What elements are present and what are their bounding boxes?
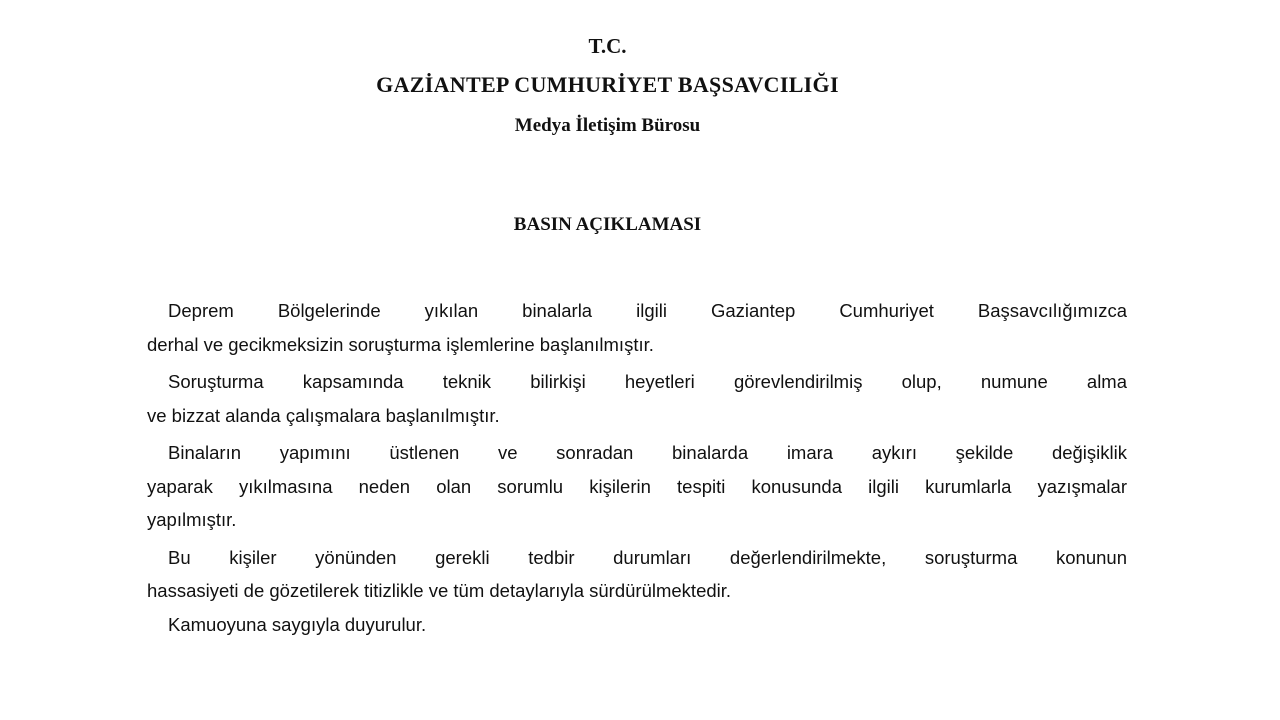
- paragraph-line: yapılmıştır.: [147, 509, 237, 530]
- paragraph-line: derhal ve gecikmeksizin soruşturma işlemlerine başlanılmıştır.: [147, 333, 654, 355]
- paragraph-4: [147, 541, 1127, 608]
- paragraph-line: Soruşturma kapsamında teknik bilirkişi heyetleri görevlendirilmiş olup, numune alma: [168, 371, 1127, 392]
- header-tc: T.C.: [588, 34, 627, 58]
- paragraph-5: [147, 608, 1127, 642]
- paragraph-3: [147, 436, 1127, 537]
- paragraph-line: Binaların yapımını üstlenen ve sonradan binalarda imara aykırı şekilde değişiklik: [168, 442, 1127, 463]
- paragraph-line: ve bizzat alanda çalışmalara başlanılmıştır.: [147, 404, 500, 426]
- document-title: BASIN AÇIKLAMASI: [513, 214, 702, 235]
- header-office: Medya İletişim Bürosu: [514, 115, 701, 136]
- paragraph-line: Kamuoyuna saygıyla duyurulur.: [168, 613, 427, 635]
- paragraph-1: [147, 294, 1127, 361]
- document-body: [147, 294, 1127, 641]
- paragraph-line: hassasiyeti de gözetilerek titizlikle ve tüm detaylarıyla sürdürülmektedir.: [147, 580, 732, 601]
- paragraph-line: Deprem Bölgelerinde yıkılan binalarla ilgili Gaziantep Cumhuriyet Başsavcılığımızca: [168, 300, 1127, 321]
- paragraph-line: Bu kişiler yönünden gerekli tedbir durumları değerlendirilmekte, soruşturma konunun: [168, 546, 1127, 568]
- paragraph-line: yaparak yıkılmasına neden olan sorumlu kişilerin tespiti konusunda ilgili kurumlarla yazışmalar: [147, 475, 1127, 497]
- paragraph-2: [147, 365, 1127, 432]
- header-organization: GAZİANTEP CUMHURİYET BAŞSAVCILIĞI: [376, 72, 839, 97]
